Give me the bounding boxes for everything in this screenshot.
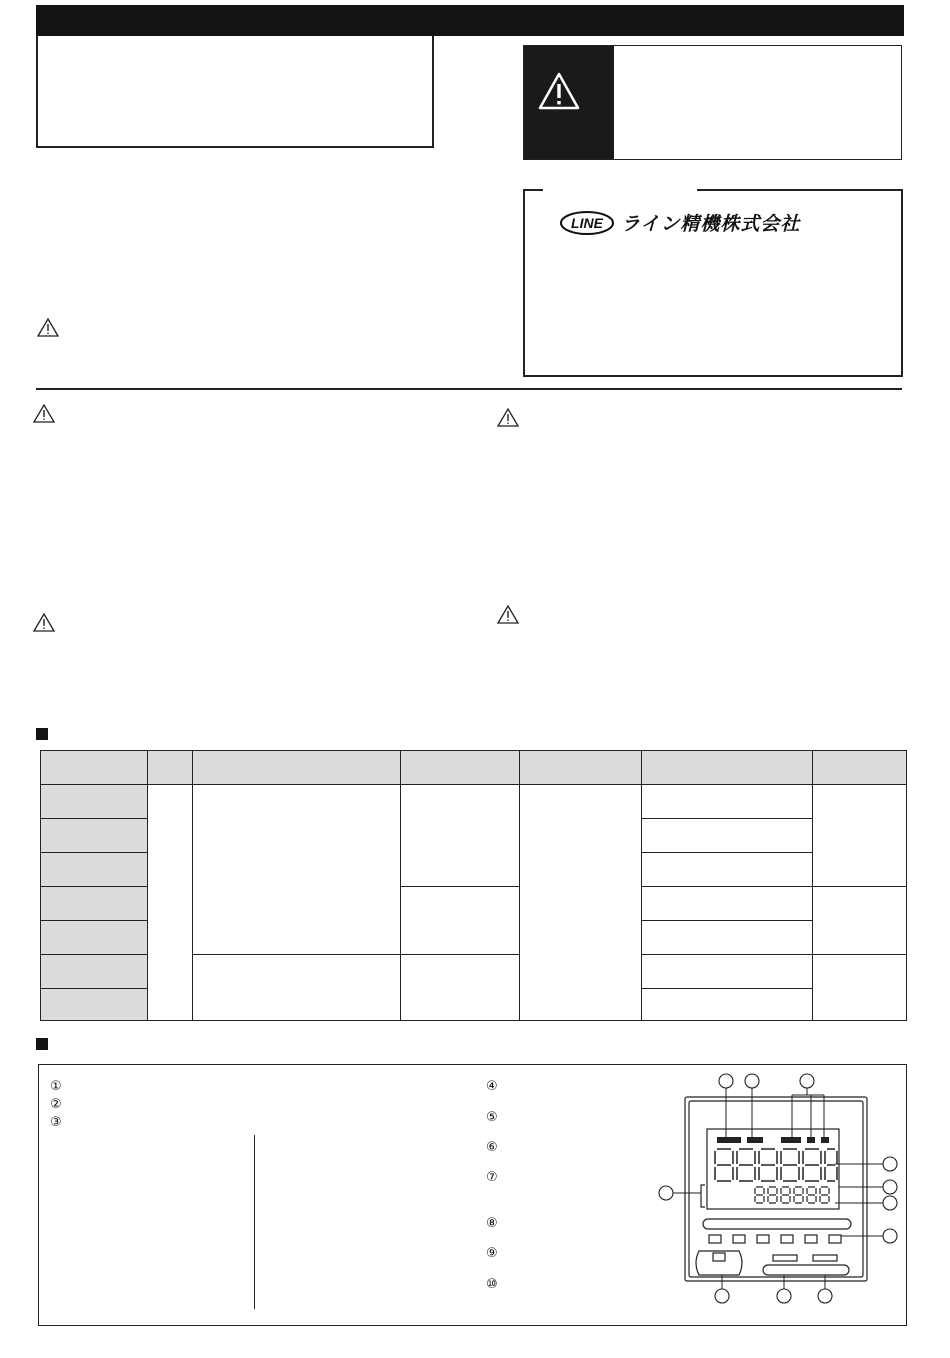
label-1: ① xyxy=(50,1079,62,1094)
warning-panel xyxy=(524,46,614,159)
label-9: ⑨ xyxy=(486,1246,498,1261)
warning-box xyxy=(523,45,902,160)
label-6: ⑥ xyxy=(486,1140,498,1155)
label-5: ⑤ xyxy=(486,1110,498,1125)
warning-triangle-icon xyxy=(497,605,519,624)
warning-triangle-icon xyxy=(33,613,55,632)
label-2: ② xyxy=(50,1097,62,1112)
label-10: ⑩ xyxy=(486,1277,498,1292)
title-box xyxy=(36,36,434,148)
diagram-frame xyxy=(38,1064,907,1326)
section-square-icon xyxy=(36,728,48,740)
company-logo xyxy=(559,209,615,237)
company-name: ライン精機株式会社 xyxy=(621,213,801,235)
section-divider xyxy=(36,388,902,390)
lcd-digit-icon xyxy=(715,1149,837,1181)
section-square-icon xyxy=(36,1038,48,1050)
device-panel-illustration xyxy=(651,1069,901,1321)
label-7: ⑦ xyxy=(486,1170,498,1185)
label-3: ③ xyxy=(50,1115,62,1130)
svg-text:LINE: LINE xyxy=(571,215,603,231)
warning-triangle-icon xyxy=(497,408,519,427)
company-box xyxy=(523,189,903,377)
label-8: ⑧ xyxy=(486,1216,498,1231)
warning-triangle-icon xyxy=(37,318,59,337)
header-bar xyxy=(36,5,904,36)
warning-triangle-icon xyxy=(538,72,580,110)
label-4: ④ xyxy=(486,1079,498,1094)
spec-table xyxy=(40,750,907,1021)
warning-triangle-icon xyxy=(33,404,55,423)
column-divider xyxy=(254,1135,255,1309)
